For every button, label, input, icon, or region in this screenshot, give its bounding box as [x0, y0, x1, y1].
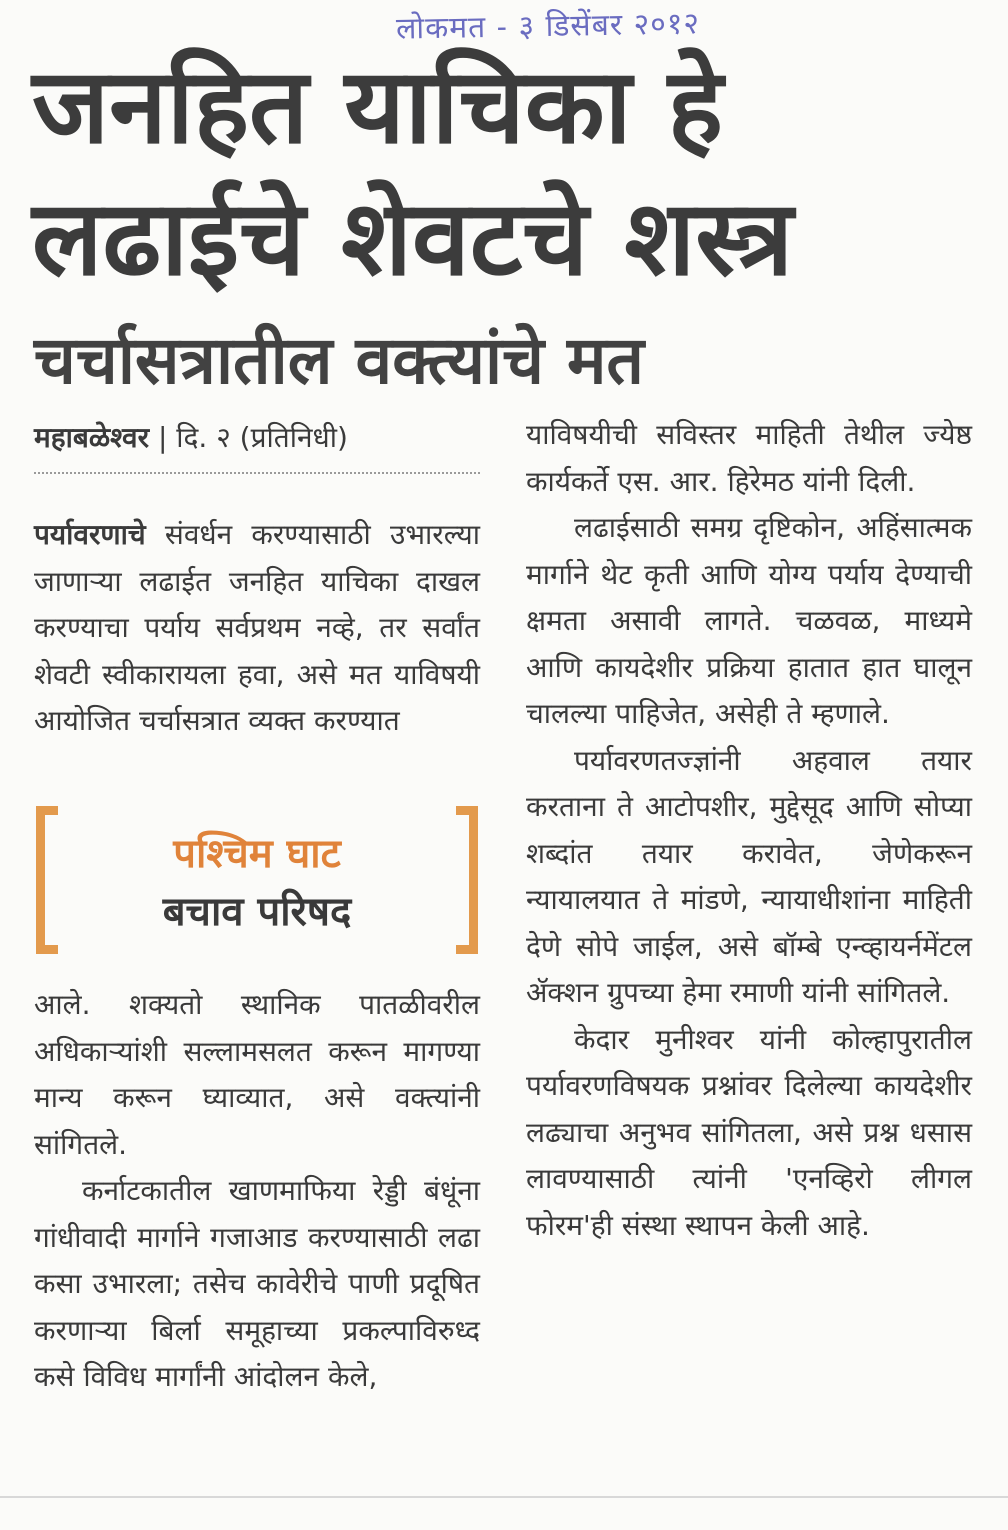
paragraph-1-continued: आले. शक्यतो स्थानिक पातळीवरील अधिकाऱ्यांशी सल्लामसलत करून मागण्या मान्य करून घ्याव्यात, असे वक्त्यांनी सांगितले. [34, 988, 480, 1161]
paragraph-5: केदार मुनीश्वर यांनी कोल्हापुरातील पर्यावरणविषयक प्रश्नांवर दिलेल्या कायदेशीर लढ्याचा अनुभव सांगितला, असे प्रश्न धसास लावण्यासाठी त्यांनी 'एनव्हिरो लीगल फोरम'ही संस्था स्थापन केली आहे. [526, 1022, 972, 1242]
dotted-divider [34, 472, 480, 474]
paragraph-2: कर्नाटकातील खाणमाफिया रेड्डी बंधूंना गांधीवादी मार्गाने गजाआड करण्यासाठी लढा कसा उभारला; तसेच कावेरीचे पाणी प्रदूषित करणाऱ्या बिर्ला समूहाच्या प्रकल्पाविरुध्द कसे विविध मार्गांनी आंदोलन केले, [34, 1174, 480, 1393]
callout-subtitle: बचाव परिषद [162, 889, 352, 935]
paragraph-1-text: संवर्धन करण्यासाठी उभारल्या जाणाऱ्या लढाईत जनहित याचिका दाखल करण्याचा पर्याय सर्वप्रथम नव्हे, तर सर्वांत शेवटी स्वीकारायला हवा, असे मत याविषयी आयोजित चर्चासत्रात व्यक्त करण्यात [34, 518, 480, 737]
handwritten-source-note: लोकमत - ३ डिसेंबर २०१२ [395, 6, 701, 47]
left-column-bottom [34, 982, 480, 1401]
dateline-rest: | दि. २ (प्रतिनिधी) [149, 421, 348, 454]
dateline-place: महाबळेश्वर [34, 421, 150, 454]
dateline [34, 418, 480, 458]
subheadline: चर्चासत्रातील वक्त्यांचे मत [34, 322, 645, 399]
headline-line-1: जनहित याचिका हे [32, 45, 724, 167]
paragraph-1-lead: पर्यावरणाचे [34, 518, 146, 551]
callout-title: पश्चिम घाट [173, 831, 341, 877]
paragraph-3: लढाईसाठी समग्र दृष्टिकोन, अहिंसात्मक मार्गाने थेट कृती आणि योग्य पर्याय देण्याची क्षमता असावी लागते. चळवळ, माध्यमे आणि कायदेशीर प्रक्रिया हातात हात घालून चालल्या पाहिजेत, असेही ते म्हणाले. [526, 511, 972, 730]
paragraph-1 [34, 512, 480, 745]
paragraph-4: पर्यावरणतज्ज्ञांनी अहवाल तयार करताना ते आटोपशीर, मुद्देसूद आणि सोप्या शब्दांत तयार करावेत, जेणेकरून न्यायालयात ते मांडणे, न्यायाधीशांना माहिती देणे सोपे जाईल, असे बॉम्बे एन्व्हायर्नमेंटल ॲक्शन ग्रुपच्या हेमा रमाणी यांनी सांगितले. [526, 743, 972, 1009]
headline [32, 40, 982, 304]
paragraph-2-continued: याविषयीची सविस्तर माहिती तेथील ज्येष्ठ कार्यकर्ते एस. आर. हिरेमठ यांनी दिली. [526, 418, 972, 498]
callout-box [34, 806, 480, 956]
bottom-edge-rule [0, 1496, 1008, 1498]
headline-line-2: लढाईचे शेवटचे शस्त्र [32, 177, 794, 299]
right-column [526, 412, 972, 1249]
left-column-top [34, 512, 480, 745]
